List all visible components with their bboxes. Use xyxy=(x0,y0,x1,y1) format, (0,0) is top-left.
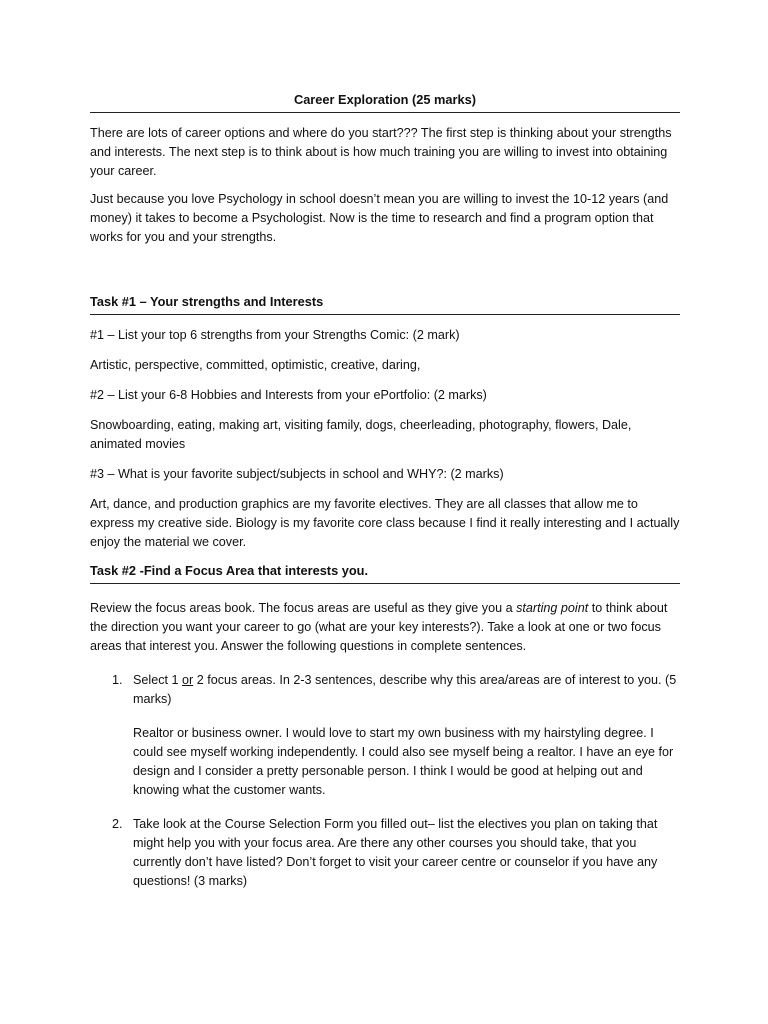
task1-heading: Task #1 – Your strengths and Interests xyxy=(90,294,680,315)
question-text-underlined: or xyxy=(182,673,194,687)
list-item xyxy=(90,671,680,800)
task2-question-1 xyxy=(133,671,680,709)
question-text-start: Select 1 xyxy=(133,673,183,687)
list-item-number: 2. xyxy=(112,817,123,831)
task2-instructions-end: to think about the direction you want your career to go (what are your key interests?). Take a look at one or two focus areas that interest you. Answer the following questions in complete sentences. xyxy=(90,601,668,653)
task1-question-3: #3 – What is your favorite subject/subjects in school and WHY?: (2 marks) xyxy=(90,467,504,481)
task2-instructions xyxy=(90,599,680,656)
intro-paragraph-1: There are lots of career options and where do you start??? The first step is thinking about your strengths and interests. The next step is to think about is how much training you are willing to invest into obtaining your career. xyxy=(90,126,672,178)
task1-answer-1: Artistic, perspective, committed, optimistic, creative, daring, xyxy=(90,358,421,372)
list-item xyxy=(90,815,680,891)
task2-instructions-start: Review the focus areas book. The focus areas are useful as they give you a xyxy=(90,601,517,615)
task1-answer-3: Art, dance, and production graphics are my favorite electives. They are all classes that allow me to express my creative side. Biology is my favorite core class because I find it really interesting and I actually enjoy the material we cover. xyxy=(90,497,680,549)
task2-instructions-emphasis: starting point xyxy=(516,601,589,615)
task1-question-1: #1 – List your top 6 strengths from your Strengths Comic: (2 mark) xyxy=(90,328,460,342)
task2-question-2: Take look at the Course Selection Form you filled out– list the electives you plan on taking that might help you with your focus area. Are there any other courses you should take, that you currently don’t have listed? Don’t forget to visit your career centre or counselor if you have any questions! (3 marks) xyxy=(133,817,658,888)
list-item-number: 1. xyxy=(112,673,123,687)
question-text-end: 2 focus areas. In 2-3 sentences, describe why this area/areas are of interest to you. (5 marks) xyxy=(133,673,677,706)
task2-heading: Task #2 -Find a Focus Area that interests you. xyxy=(90,563,680,584)
task2-question-list xyxy=(90,671,680,891)
document-page xyxy=(90,92,680,891)
task1-answer-2: Snowboarding, eating, making art, visiting family, dogs, cheerleading, photography, flowers, Dale, animated movies xyxy=(90,418,632,451)
intro-paragraph-2: Just because you love Psychology in school doesn’t mean you are willing to invest the 10-12 years (and money) it takes to become a Psychologist. Now is the time to research and find a program option that works for you and your strengths. xyxy=(90,192,669,244)
task1-question-2: #2 – List your 6-8 Hobbies and Interests from your ePortfolio: (2 marks) xyxy=(90,388,487,402)
document-title: Career Exploration (25 marks) xyxy=(90,92,680,113)
task2-answer-1: Realtor or business owner. I would love to start my own business with my hairstyling degree. I could see myself working independently. I could also see myself being a realtor. I have an eye for design and I consider a pretty personable person. I think I would be good at helping out and knowing what the customer wants. xyxy=(133,726,674,797)
